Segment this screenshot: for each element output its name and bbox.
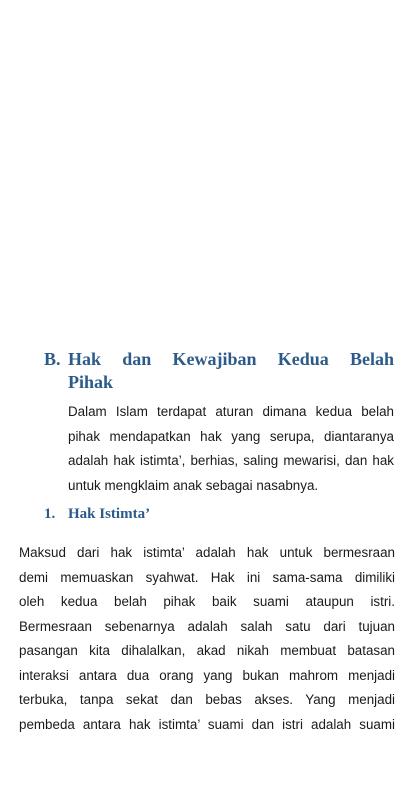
section-title-line-1: Hak dan Kewajiban Kedua Belah [68, 349, 394, 369]
subsection-heading [44, 504, 150, 524]
body-line-8: pembeda antara hak istimta’ suami dan istri adalah suami [19, 716, 395, 732]
intro-paragraph [44, 400, 394, 498]
body-line-1: Maksud dari hak istimta’ adalah hak untuk bermesraan [19, 545, 395, 560]
intro-line-4: untuk mengklaim anak sebagai nasabnya. [68, 477, 319, 493]
body-line-7: terbuka, tanpa sekat dan bebas akses. Yang menjadi [19, 692, 395, 707]
body-line-4: Bermesraan sebenarnya adalah salah satu dari tujuan [19, 618, 395, 634]
body-line-5: pasangan kita dihalalkan, akad nikah membuat batasan [19, 643, 395, 658]
subsection-title: Hak Istimta’ [68, 506, 151, 522]
section-heading [44, 348, 394, 394]
section-title [68, 348, 394, 394]
section-marker: B. [44, 349, 61, 369]
intro-line-2: pihak mendapatkan hak yang serupa, diantaranya [68, 428, 394, 444]
section-title-line-2: Pihak [68, 372, 114, 392]
body-line-3: oleh kedua belah pihak baik suami ataupun istri. [19, 594, 395, 609]
body-line-2: demi memuaskan syahwat. Hak ini sama-sama dimiliki [19, 569, 395, 585]
intro-line-1: Dalam Islam terdapat aturan dimana kedua belah [68, 404, 394, 419]
body-line-6: interaksi antara dua orang yang bukan mahrom menjadi [19, 667, 395, 683]
subsection-marker: 1. [44, 506, 56, 522]
intro-line-3: adalah hak istimta’, berhias, saling mewarisi, dan hak [68, 453, 394, 468]
body-paragraph [19, 541, 395, 737]
